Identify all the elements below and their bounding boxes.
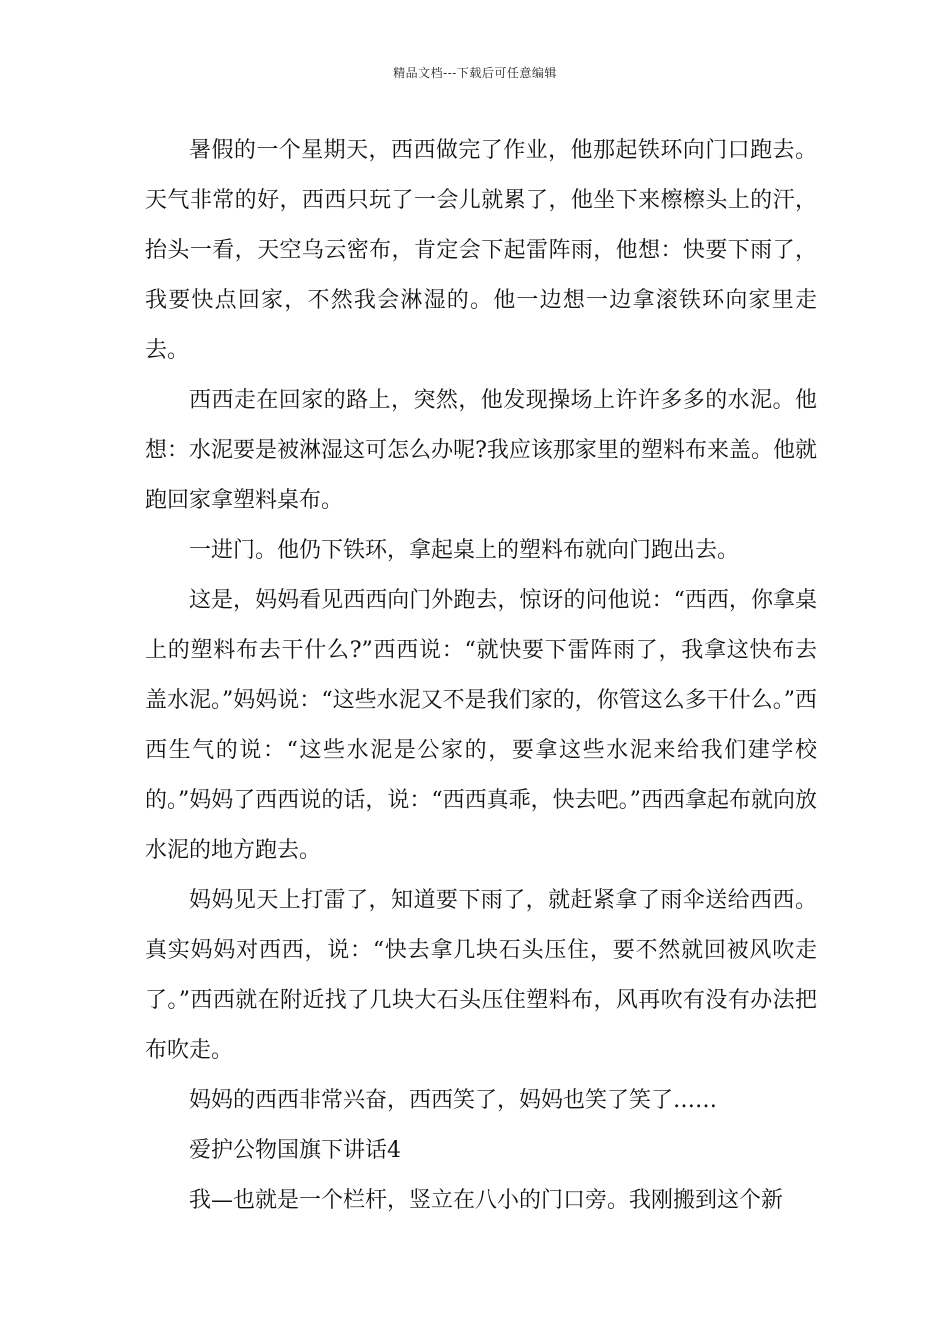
- paragraph: 暑假的一个星期天，西西做完了作业，他那起铁环向门口跑去。天气非常的好，西西只玩了一会儿就累了，他坐下来檫檫头上的汗，抬头一看，天空乌云密布，肯定会下起雷阵雨，他想：快要下雨了，我要快点回家，不然我会淋湿的。他一边想一边拿滚铁环向家里走去。: [145, 138, 817, 363]
- paragraph: 西西走在回家的路上，突然，他发现操场上许许多多的水泥。他想：水泥要是被淋湿这可怎么办呢?我应该那家里的塑料布来盖。他就跑回家拿塑料桌布。: [145, 388, 817, 513]
- document-body: [145, 126, 817, 1226]
- paragraph: 一进门。他仍下铁环，拿起桌上的塑料布就向门跑出去。: [189, 538, 740, 563]
- paragraph: 妈妈的西西非常兴奋，西西笑了，妈妈也笑了笑了……: [189, 1088, 718, 1113]
- paragraph: 这是，妈妈看见西西向门外跑去，惊讶的问他说：“西西，你拿桌上的塑料布去干什么?”西西说：“就快要下雷阵雨了，我拿这快布去盖水泥。”妈妈说：“这些水泥又不是我们家的，你管这么多干什么。”西西生气的说：“这些水泥是公家的，要拿这些水泥来给我们建学校的。”妈妈了西西说的话，说：“西西真乖，快去吧。”西西拿起布就向放水泥的地方跑去。: [145, 588, 817, 863]
- section-title: 爱护公物国旗下讲话4: [189, 1138, 401, 1163]
- paragraph: 妈妈见天上打雷了，知道要下雨了，就赶紧拿了雨伞送给西西。真实妈妈对西西，说：“快去拿几块石头压住，要不然就回被风吹走了。”西西就在附近找了几块大石头压住塑料布，风再吹有没有办法把布吹走。: [145, 888, 817, 1063]
- paragraph: 我—也就是一个栏杆，竖立在八小的门口旁。我刚搬到这个新: [189, 1188, 784, 1213]
- page-header: 精品文档---下载后可任意编辑: [393, 66, 557, 80]
